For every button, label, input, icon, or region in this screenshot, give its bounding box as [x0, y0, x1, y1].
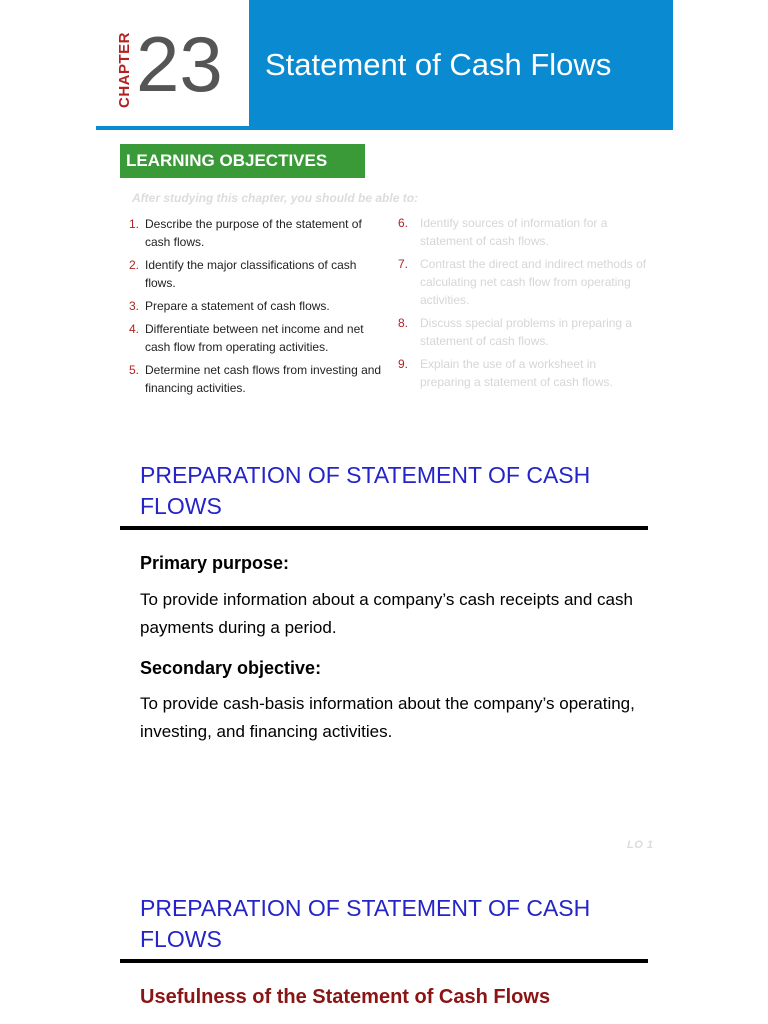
learning-objectives-intro: After studying this chapter, you should be able to:	[132, 191, 419, 205]
header-divider	[96, 126, 673, 130]
objective-text: Discuss special problems in preparing a statement of cash flows.	[420, 316, 633, 348]
objective-text: Identify the major classifications of cash flows.	[145, 258, 357, 290]
section-title: PREPARATION OF STATEMENT OF CASH FLOWS	[140, 895, 591, 952]
objective-text: Determine net cash flows from investing and financing activities.	[145, 363, 382, 395]
objective-text: Identify sources of information for a statement of cash flows.	[420, 216, 608, 248]
objective-number: 9.	[398, 357, 409, 371]
objective-number: 7.	[398, 257, 409, 271]
section-title: PREPARATION OF STATEMENT OF CASH FLOWS	[140, 462, 591, 519]
objective-number: 8.	[398, 316, 409, 330]
primary-purpose-text: To provide information about a company’s cash receipts and cash payments during a period.	[140, 590, 633, 637]
secondary-objective-heading: Secondary objective:	[140, 658, 322, 678]
objective-item	[129, 256, 384, 292]
usefulness-heading: Usefulness of the Statement of Cash Flows	[140, 986, 551, 1008]
objective-text: Describe the purpose of the statement of cash flows.	[145, 217, 362, 249]
objective-text: Explain the use of a worksheet in preparing a statement of cash flows.	[420, 357, 613, 389]
objective-number: 2.	[129, 258, 140, 272]
chapter-number: 23	[136, 20, 223, 108]
section-rule	[120, 959, 648, 963]
secondary-objective-text: To provide cash-basis information about the company’s operating, investing, and financing activities.	[140, 694, 635, 741]
objective-number: 6.	[398, 216, 409, 230]
primary-purpose-heading: Primary purpose:	[140, 553, 290, 573]
objective-item	[129, 320, 384, 356]
learning-objectives-list-right	[398, 214, 648, 391]
objective-text: Contrast the direct and indirect methods of calculating net cash flow from operating activities.	[420, 257, 647, 307]
objective-text: Prepare a statement of cash flows.	[145, 299, 330, 313]
objective-item	[398, 314, 648, 350]
section-rule	[120, 526, 648, 530]
objective-item	[398, 355, 648, 391]
learning-objectives-badge: LEARNING OBJECTIVES	[120, 144, 365, 178]
objective-item	[129, 297, 384, 315]
objective-item	[129, 361, 384, 397]
objective-number: 5.	[129, 363, 140, 377]
objective-item	[398, 214, 648, 250]
objective-number: 4.	[129, 322, 140, 336]
chapter-label: CHAPTER	[116, 31, 133, 108]
lo-tag: LO 1	[627, 839, 654, 851]
objective-number: 3.	[129, 299, 140, 313]
objective-item	[129, 215, 384, 251]
objective-item	[398, 255, 648, 309]
learning-objectives-list-left	[129, 215, 384, 402]
objective-text: Differentiate between net income and net cash flow from operating activities.	[145, 322, 364, 354]
objective-number: 1.	[129, 217, 140, 231]
chapter-title: Statement of Cash Flows	[265, 47, 612, 82]
